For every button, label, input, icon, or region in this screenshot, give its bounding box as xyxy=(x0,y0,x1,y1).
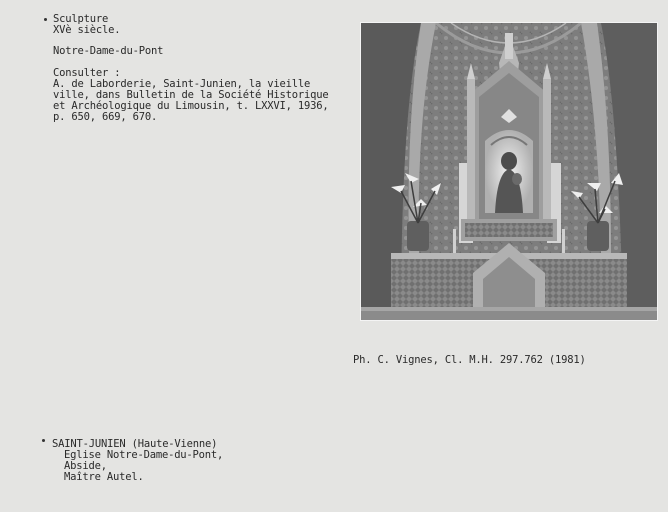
location-line: Abside, xyxy=(64,460,107,472)
consult-line: A. de Laborderie, Saint-Junien, la vieille xyxy=(53,78,311,90)
consult-line: p. 650, 669, 670. xyxy=(53,111,158,123)
photo-credit: Ph. C. Vignes, Cl. M.H. 297.762 (1981) xyxy=(353,354,586,366)
location-line: Eglise Notre-Dame-du-Pont, xyxy=(64,449,224,461)
consult-label: Consulter : xyxy=(53,67,121,79)
category-text: Sculpture xyxy=(53,13,109,25)
location-line: SAINT-JUNIEN (Haute-Vienne) xyxy=(52,438,218,450)
artwork-title: Notre-Dame-du-Pont xyxy=(53,45,164,57)
century-text: XVè siècle. xyxy=(53,24,121,36)
altar-photo-illustration xyxy=(361,23,657,320)
bullet-top xyxy=(44,18,47,21)
consult-line: ville, dans Bulletin de la Société Historique xyxy=(53,89,329,101)
bullet-location xyxy=(42,439,45,442)
location-line: Maître Autel. xyxy=(64,471,144,483)
altar-photograph xyxy=(360,22,658,321)
consult-line: et Archéologique du Limousin, t. LXXVI, 1936, xyxy=(53,100,329,112)
